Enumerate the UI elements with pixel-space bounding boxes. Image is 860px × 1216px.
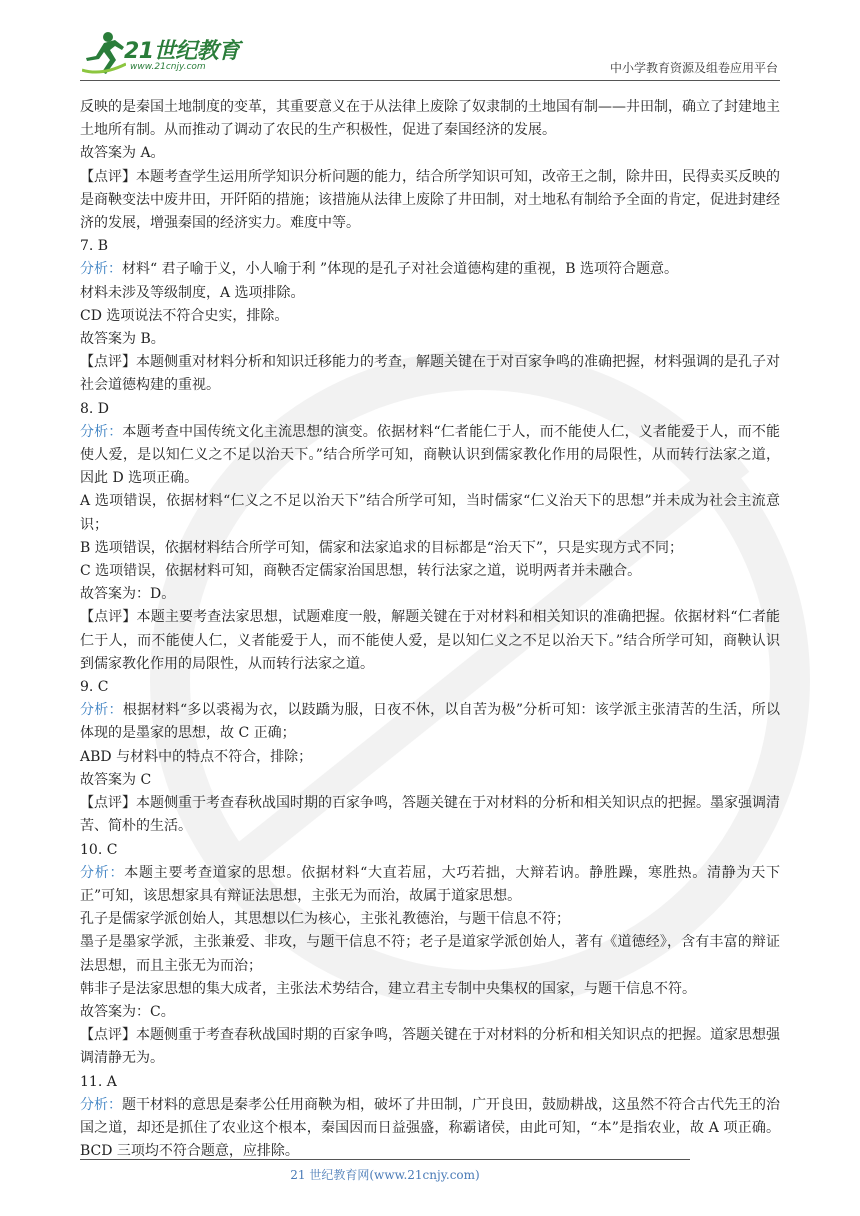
runner-logo-icon [82, 30, 126, 76]
paragraph-text: 本题考查中国传统文化主流思想的演变。依据材料“仁者能仁于人，而不能使人仁，义者能爱于人，而不能使人爱，是以知仁义之不足以治天下。”结合所学可知，商鞅认识到儒家教化作用的局限性，从而转行法家之道，因此 D 选项正确。 [80, 423, 781, 487]
paragraph-text: 【点评】本题侧重于考查春秋战国时期的百家争鸣，答题关键在于对材料的分析和相关知识点的把握。道家思想强调清静无为。 [80, 1027, 780, 1067]
analysis-label: 分析： [80, 702, 123, 719]
paragraph-text: 9. C [80, 679, 109, 696]
paragraph-text: 材料未涉及等级制度，A 选项排除。 [80, 284, 305, 301]
paragraph-text: 反映的是秦国土地制度的变革，其重要意义在于从法律上废除了奴隶制的土地国有制——井田制，确立了封建地主土地所有制。从而推动了调动了农民的生产积极性，促进了秦国经济的发展。 [80, 99, 780, 139]
paragraph-text: 题干材料的意思是秦孝公任用商鞅为相，破坏了井田制，广开良田，鼓励耕战，这虽然不符合古代先王的治国之道，却还是抓住了农业这个根本，秦国因而日益强盛，称霸诸侯，由此可知，“本”是指农业，故 A 项正确。BCD 三项均不符合题意，应排除。 [80, 1096, 780, 1160]
paragraph-text: 8. D [80, 400, 110, 417]
text-paragraph [80, 96, 780, 142]
analysis-paragraph [80, 258, 780, 281]
paragraph-text: 故答案为 B。 [80, 331, 165, 348]
text-paragraph [80, 351, 780, 397]
paragraph-text: C 选项错误，依据材料可知，商鞅否定儒家治国思想，转行法家之道，说明两者并未融合。 [80, 563, 642, 580]
paragraph-text: 韩非子是法家思想的集大成者，主张法术势结合，建立君主专制中央集权的国家，与题干信息不符。 [80, 980, 696, 997]
text-paragraph [80, 305, 780, 328]
text-paragraph [80, 490, 780, 536]
text-paragraph [80, 908, 780, 931]
text-paragraph [80, 839, 780, 862]
answer-content [80, 96, 780, 1163]
text-paragraph [80, 166, 780, 236]
paragraph-text: 故答案为 C [80, 771, 152, 788]
paragraph-text: 根据材料“多以裘褐为衣，以跂蹻为服，日夜不休，以自苦为极”分析可知：该学派主张清苦的生活，所以体现的是墨家的思想，故 C 正确； [80, 702, 781, 742]
paragraph-text: ABD 与材料中的特点不符合，排除； [80, 748, 313, 765]
text-paragraph [80, 537, 780, 560]
paragraph-text: 11. A [80, 1073, 117, 1090]
analysis-paragraph [80, 1094, 780, 1164]
text-paragraph [80, 560, 780, 583]
paragraph-text: 孔子是儒家学派创始人，其思想以仁为核心，主张礼教德治，与题干信息不符； [80, 911, 570, 928]
analysis-paragraph [80, 699, 780, 745]
logo-title: 21世纪教育 [124, 39, 240, 64]
text-paragraph [80, 606, 780, 676]
text-paragraph [80, 235, 780, 258]
text-paragraph [80, 282, 780, 305]
page-header [80, 28, 780, 81]
paragraph-text: 故答案为：D。 [80, 586, 176, 603]
analysis-label: 分析： [80, 261, 122, 278]
text-paragraph [80, 792, 780, 838]
analysis-label: 分析： [80, 1096, 122, 1113]
text-paragraph [80, 328, 780, 351]
paragraph-text: 【点评】本题主要考查法家思想，试题难度一般，解题关键在于对材料和相关知识的准确把握。依据材料“仁者能仁于人，而不能使人仁，义者能爱于人，而不能使人爱，是以知仁义之不足以治天下。”结合所学可知，商鞅认识到儒家教化作用的局限性，从而转行法家之道。 [80, 609, 780, 672]
footer-divider [80, 1159, 690, 1160]
text-paragraph [80, 398, 780, 421]
text-paragraph [80, 1071, 780, 1094]
paragraph-text: A 选项错误，依据材料“仁义之不足以治天下”结合所学可知，当时儒家“仁义治天下的思想”并未成为社会主流意识； [80, 493, 780, 533]
paragraph-text: 7. B [80, 238, 109, 255]
analysis-paragraph [80, 862, 780, 908]
paragraph-text: 【点评】本题侧重于考查春秋战国时期的百家争鸣，答题关键在于对材料的分析和相关知识点的把握。墨家强调清苦、简朴的生活。 [80, 795, 780, 835]
paragraph-text: CD 选项说法不符合史实，排除。 [80, 307, 289, 324]
text-paragraph [80, 931, 780, 977]
text-paragraph [80, 978, 780, 1001]
analysis-label: 分析： [80, 864, 125, 881]
paragraph-text: 故答案为：C。 [80, 1003, 175, 1020]
text-paragraph [80, 769, 780, 792]
paragraph-text: 【点评】本题考查学生运用所学知识分析问题的能力，结合所学知识可知，改帝王之制，除井田，民得卖买反映的是商鞅变法中废井田，开阡陌的措施；该措施从法律上废除了井田制，对土地私有制给予全面的肯定，促进封建经济的发展，增强秦国的经济实力。难度中等。 [80, 168, 780, 232]
text-paragraph [80, 1024, 780, 1070]
platform-title: 中小学教育资源及组卷应用平台 [609, 61, 778, 75]
paragraph-text: 10. C [80, 841, 118, 858]
text-paragraph [80, 676, 780, 699]
logo-url: www.21cnjy.com [130, 62, 206, 72]
text-paragraph [80, 142, 780, 165]
paragraph-text: 故答案为 A。 [80, 145, 165, 162]
analysis-label: 分析： [80, 423, 123, 440]
paragraph-text: 材料“ 君子喻于义，小人喻于利 ”体现的是孔子对社会道德构建的重视，B 选项符合题意。 [122, 261, 678, 278]
analysis-paragraph [80, 421, 780, 491]
text-paragraph [80, 746, 780, 769]
paragraph-text: 本题主要考查道家的思想。依据材料“大直若屈，大巧若拙，大辩若讷。静胜躁，寒胜热。清静为天下正”可知，该思想家具有辩证法思想，主张无为而治，故属于道家思想。 [80, 864, 781, 904]
page-footer[interactable]: 21 世纪教育网(www.21cnjy.com) [290, 1168, 480, 1182]
paragraph-text: 【点评】本题侧重对材料分析和知识迁移能力的考查，解题关键在于对百家争鸣的准确把握，材料强调的是孔子对社会道德构建的重视。 [80, 354, 780, 394]
paragraph-text: B 选项错误，依据材料结合所学可知，儒家和法家追求的目标都是“治天下”，只是实现方式不同； [80, 539, 684, 556]
site-logo[interactable] [80, 28, 260, 78]
text-paragraph [80, 1001, 780, 1024]
paragraph-text: 墨子是墨家学派，主张兼爱、非攻，与题干信息不符；老子是道家学派创始人，著有《道德经》，含有丰富的辩证法思想，而且主张无为而治； [80, 934, 780, 974]
text-paragraph [80, 583, 780, 606]
